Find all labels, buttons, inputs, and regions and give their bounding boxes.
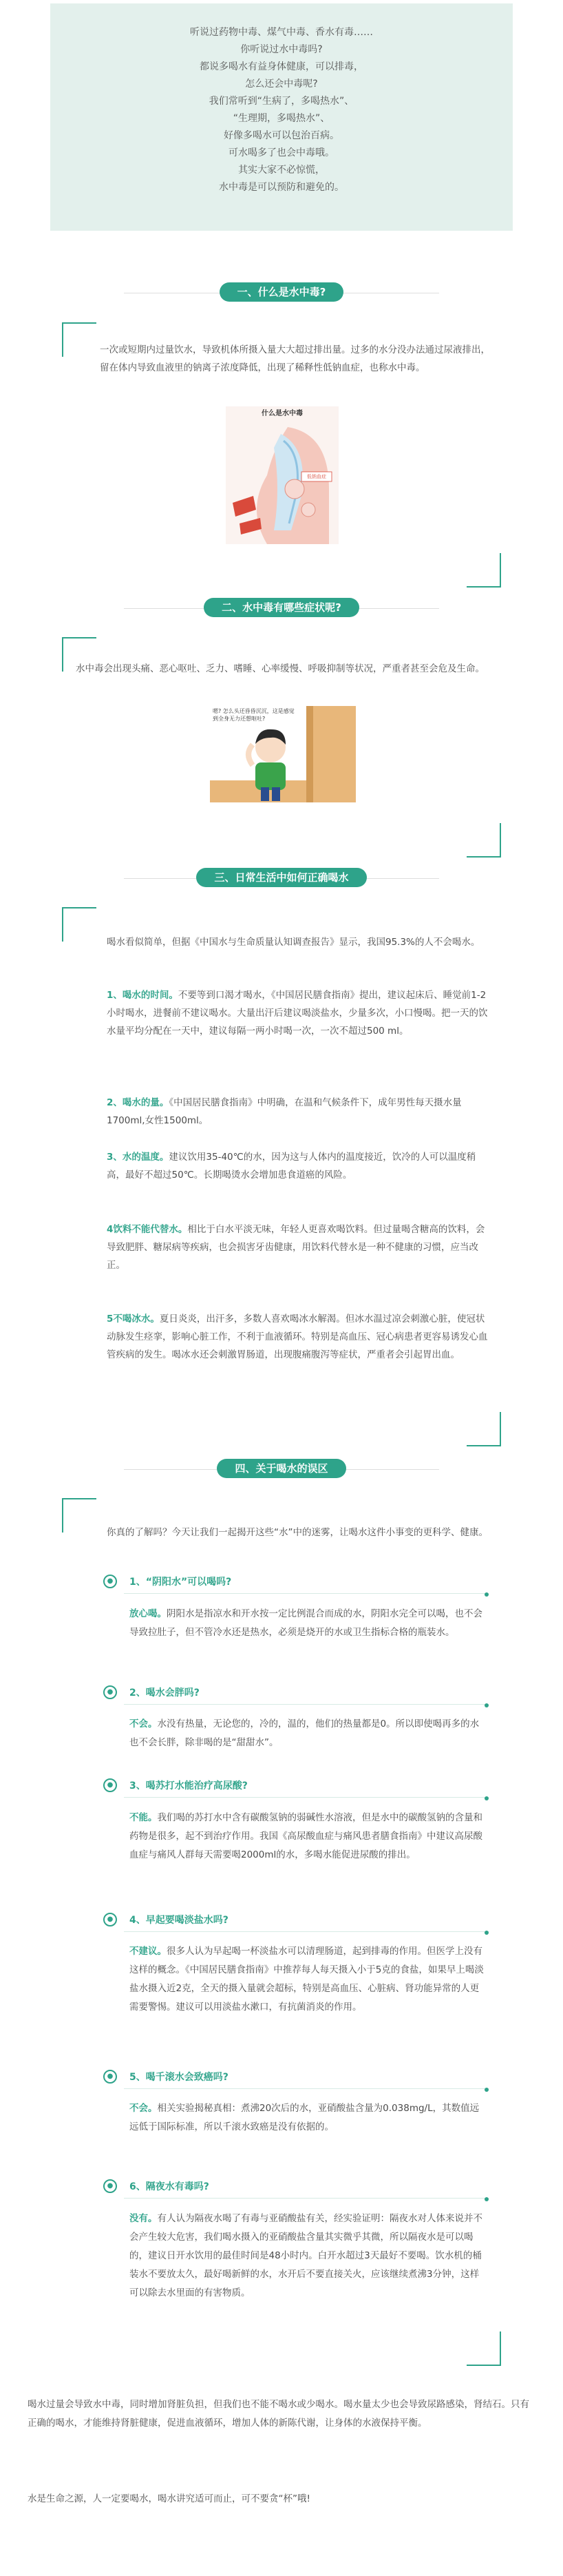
question-number-icon: ● — [103, 1685, 117, 1699]
answer-text: 阴阳水是指凉水和开水按一定比例混合而成的水，阴阳水完全可以喝，也不会导致拉肚子，但不管冷水还是热水，必须是烧开的水或卫生指标合格的瓶装水。 — [129, 1608, 482, 1638]
closing-paragraph-1: 喝水过量会导致水中毒，同时增加肾脏负担，但我们也不能不喝水或少喝水。喝水量太少也会导致尿路感染，肾结石。只有正确的喝水，才能维持肾脏健康，促进血液循环，增加人体的新陈代谢，让身体的水液保持平衡。 — [28, 2399, 529, 2429]
section-3-intro: 喝水看似简单，但据《中国水与生命质量认知调查报告》显示，我国95.3%的人不会喝水。 — [107, 937, 480, 948]
section-3-header — [0, 868, 563, 888]
faq-question-5 — [103, 2068, 489, 2086]
answer-head: 不建议。 — [129, 1946, 167, 1957]
intro-line: 水中毒是可以预防和避免的。 — [219, 182, 344, 193]
tip-5-head: 5不喝冰水。 — [107, 1313, 160, 1325]
intro-line: 怎么还会中毒呢? — [245, 79, 318, 90]
question-number-icon: ● — [103, 2070, 117, 2084]
faq-question-4 — [103, 1911, 489, 1929]
faq-answer-2 — [129, 1715, 487, 1752]
tip-2 — [107, 1094, 492, 1130]
intro-line: 其实大家不必惊慌， — [238, 165, 325, 176]
tip-3-text: 建议饮用35-40℃的水，因为这与人体内的温度接近，饮冷的人可以温度稍高，最好不超过50℃。长期喝烫水会增加患食道癌的风险。 — [107, 1152, 476, 1181]
section-2-title: 二、水中毒有哪些症状呢? — [204, 598, 359, 617]
water-intoxication-illustration — [226, 406, 339, 544]
section-4-header — [0, 1459, 563, 1479]
frame-corner-top-left — [62, 1498, 96, 1533]
headache-boy-illustration — [210, 706, 356, 802]
underline-dot-icon — [485, 2088, 489, 2092]
section-4-title: 四、关于喝水的误区 — [217, 1459, 346, 1478]
tip-2-head: 2、喝水的量。 — [107, 1097, 169, 1108]
question-underline — [124, 1797, 489, 1798]
question-underline — [124, 1931, 489, 1932]
question-label: 4、早起要喝淡盐水吗? — [129, 1915, 229, 1926]
answer-text: 我们喝的苏打水中含有碳酸氢钠的弱碱性水溶液，但是水中的碳酸氢钠的含量和药物是很多，起不到治疗作用。我国《高尿酸血症与痛风患者膳食指南》中建议高尿酸血症与痛风人群每天需要喝2000ml的水，多喝水能促进尿酸的排出。 — [129, 1812, 482, 1860]
frame-corner-top-left — [62, 907, 96, 942]
tip-5 — [107, 1310, 492, 1364]
tip-4-head: 4饮料不能代替水。 — [107, 1224, 188, 1235]
closing-paragraph-2: 水是生命之源，人一定要喝水，喝水讲究适可而止，可不要贪“杯”哦! — [28, 2493, 310, 2504]
section-4-intro: 你真的了解吗？今天让我们一起揭开这些“水”中的迷雾，让喝水这件小事变的更科学、健康。 — [107, 1527, 488, 1538]
answer-head: 不能。 — [129, 1812, 158, 1823]
tip-1 — [107, 986, 492, 1040]
frame-corner-top-left — [62, 322, 96, 357]
faq-answer-4 — [129, 1942, 487, 2017]
tip-4-text: 相比于白水平淡无味，年轻人更喜欢喝饮料。但过量喝含糖高的饮料，会导致肥胖、糖尿病等疾病，也会损害牙齿健康，用饮料代替水是一种不健康的习惯，应当改正。 — [107, 1224, 485, 1271]
intro-line: 好像多喝水可以包治百病。 — [224, 130, 339, 141]
question-underline — [124, 1593, 489, 1594]
question-number-icon: ● — [103, 2179, 117, 2193]
answer-head: 不会。 — [129, 2103, 158, 2114]
tip-3 — [107, 1148, 492, 1184]
answer-head: 放心喝。 — [129, 1608, 167, 1619]
illustration-caption: 嗯? 怎么头还昏昏沉沉，这是感觉到全身无力还想呕吐? — [213, 708, 295, 722]
question-label: 2、喝水会胖吗? — [129, 1687, 200, 1699]
answer-head: 没有。 — [129, 2213, 158, 2224]
tip-5-text: 夏日炎炎，出汗多，多数人喜欢喝冰水解渴。但冰水温过凉会刺激心脏，使冠状动脉发生痉挛，影响心脏工作，不利于血液循环。特别是高血压、冠心病患者更容易诱发心血管疾病的发生。喝冰水还会刺激胃肠道，出现腹痛腹泻等症状，严重者会引起胃出血。 — [107, 1313, 488, 1360]
intro-line: 可水喝多了也会中毒哦。 — [229, 147, 334, 158]
tip-3-head: 3、水的温度。 — [107, 1152, 169, 1163]
intro-box — [50, 3, 513, 231]
frame-corner-bottom-right — [467, 2331, 501, 2366]
frame-corner-bottom-right — [467, 1412, 501, 1446]
answer-text: 相关实验揭秘真相：煮沸20次后的水，亚硝酸盐含量为0.038mg/L，其数值远远低于国际标准，所以千滚水致癌是没有依据的。 — [129, 2103, 480, 2132]
question-underline — [124, 2198, 489, 2199]
section-1-body: 一次或短期内过量饮水，导致机体所摄入量大大超过排出量。过多的水分没办法通过尿液排出，留在体内导致血液里的钠离子浓度降低，出现了稀释性低钠血症，也称水中毒。 — [100, 344, 490, 373]
question-number-icon: ● — [103, 1778, 117, 1792]
answer-text: 有人认为隔夜水喝了有毒与亚硝酸盐有关，经实验证明：隔夜水对人体来说并不会产生较大危害，我们喝水摄入的亚硝酸盐含量其实微乎其微，所以隔夜水是可以喝的，建议日开水饮用的最佳时间是48小时内。白开水超过3天最好不要喝。饮水机的桶装水不要放太久，最好喝新鲜的水，水开后不要直接关火，应该继续煮沸3分钟，这样可以除去水里面的有害物质。 — [129, 2213, 482, 2298]
underline-dot-icon — [485, 1592, 489, 1597]
question-number-icon: ● — [103, 1575, 117, 1588]
section-2-body: 水中毒会出现头痛、恶心呕吐、乏力、嗜睡、心率缓慢、呼吸抑制等状况，严重者甚至会危及生命。 — [76, 663, 485, 674]
faq-answer-5 — [129, 2099, 487, 2137]
frame-corner-bottom-right — [467, 553, 501, 588]
tip-4 — [107, 1221, 492, 1274]
illustration-label: 低钠血症 — [307, 474, 326, 479]
section-1-title: 一、什么是水中毒? — [220, 282, 344, 302]
question-underline — [124, 2088, 489, 2089]
section-2-header — [0, 598, 563, 618]
intro-line: 都说多喝水有益身体健康，可以排毒， — [200, 61, 363, 72]
intro-line: 你听说过水中毒吗? — [240, 44, 323, 55]
faq-answer-6 — [129, 2210, 487, 2303]
answer-text: 水没有热量，无论您的，冷的，温的，他们的热量都是0。所以即使喝再多的水也不会长胖，除非喝的是“甜甜水”。 — [129, 1718, 480, 1748]
faq-answer-3 — [129, 1809, 487, 1865]
question-underline — [124, 1704, 489, 1705]
underline-dot-icon — [485, 1796, 489, 1800]
faq-question-6 — [103, 2178, 489, 2196]
faq-answer-1 — [129, 1605, 487, 1642]
question-label: 6、隔夜水有毒吗? — [129, 2181, 209, 2192]
underline-dot-icon — [485, 1703, 489, 1707]
intro-line: 我们常听到“生病了，多喝热水”、 — [209, 96, 354, 107]
tip-1-head: 1、喝水的时间。 — [107, 990, 178, 1001]
intro-line: 听说过药物中毒、煤气中毒、香水有毒…… — [190, 27, 373, 38]
question-label: 3、喝苏打水能治疗高尿酸? — [129, 1780, 248, 1791]
question-label: 5、喝千滚水会致癌吗? — [129, 2072, 229, 2083]
section-3-title: 三、日常生活中如何正确喝水 — [196, 868, 366, 887]
faq-question-1 — [103, 1573, 489, 1591]
question-number-icon: ● — [103, 1913, 117, 1926]
tip-1-text: 不要等到口渴才喝水，《中国居民膳食指南》提出，建议起床后、睡觉前1-2小时喝水，进餐前不建议喝水。大量出汗后建议喝淡盐水，少量多次，小口慢喝。把一天的饮水量平均分配在一天中，建议每隔一两小时喝一次，一次不超过500 ml。 — [107, 990, 488, 1037]
underline-dot-icon — [485, 1931, 489, 1935]
section-1-header — [0, 282, 563, 302]
answer-head: 不会。 — [129, 1718, 158, 1730]
answer-text: 很多人认为早起喝一杯淡盐水可以清理肠道，起到排毒的作用。但医学上没有这样的概念。《中国居民膳食指南》中推荐每人每天摄入小于5克的食盐，如果早上喝淡盐水摄入近2克，全天的摄入量就会超标，特别是高血压、心脏病、肾功能异常的人更需要警惕。建议可以用淡盐水漱口，有抗菌消炎的作用。 — [129, 1946, 484, 2013]
illustration-title: 什么是水中毒 — [262, 410, 303, 417]
intro-line: “生理期，多喝热水”、 — [233, 113, 330, 124]
tip-2-text: 《中国居民膳食指南》中明确，在温和气候条件下，成年男性每天摄水量1700ml,女性1500ml。 — [107, 1097, 462, 1126]
faq-question-3 — [103, 1777, 489, 1795]
faq-question-2 — [103, 1684, 489, 1702]
frame-corner-bottom-right — [467, 823, 501, 858]
underline-dot-icon — [485, 2197, 489, 2201]
question-label: 1、“阴阳水”可以喝吗? — [129, 1577, 232, 1588]
